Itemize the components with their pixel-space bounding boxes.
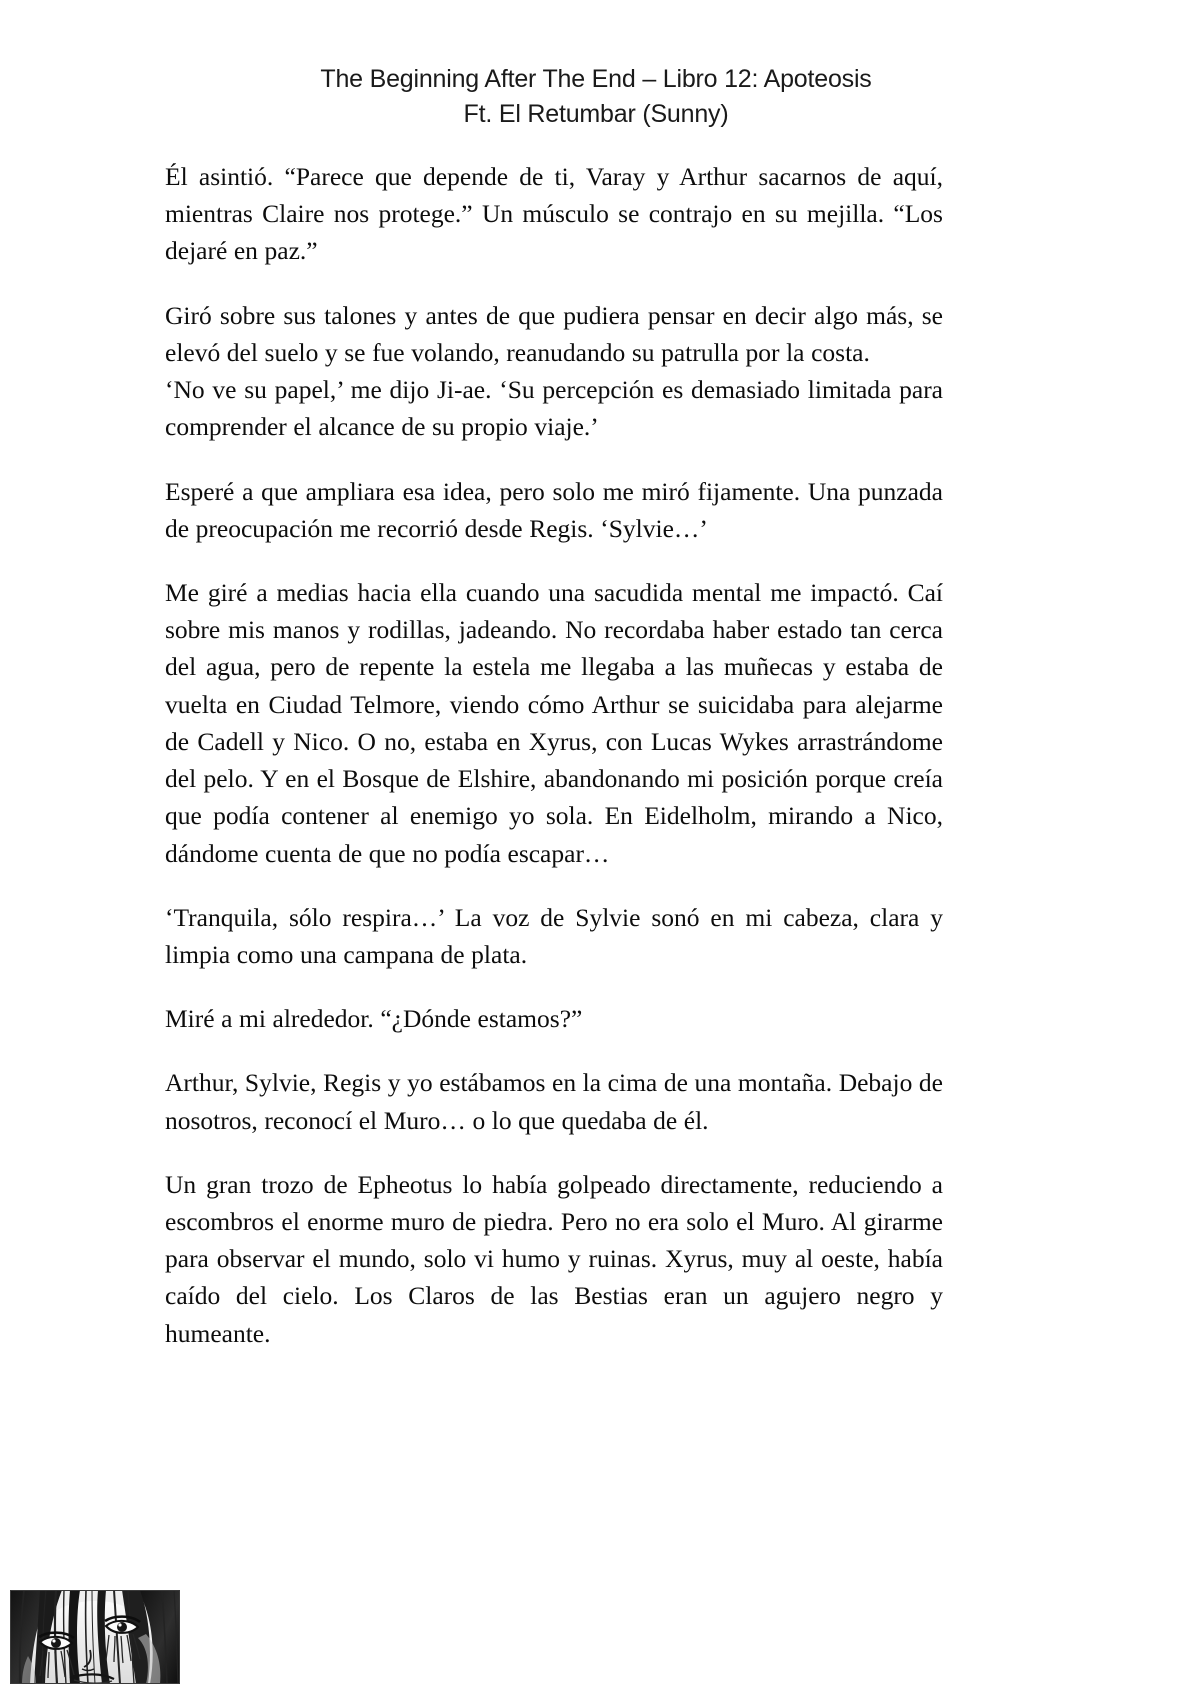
paragraph-1: Él asintió. “Parece que depende de ti, Varay y Arthur sacarnos de aquí, mientras Claire nos protege.” Un músculo se contrajo en su mejilla. “Los dejaré en paz.” bbox=[165, 162, 943, 266]
body-text-column bbox=[165, 158, 943, 1352]
paragraph-7: Miré a mi alrededor. “¿Dónde estamos?” bbox=[165, 1004, 583, 1034]
paragraph-3: ‘No ve su papel,’ me dijo Ji-ae. ‘Su percepción es demasiado limitada para comprender el alcance de su propio viaje.’ bbox=[165, 375, 943, 442]
paragraph-5: Me giré a medias hacia ella cuando una sacudida mental me impactó. Caí sobre mis manos y rodillas, jadeando. No recordaba haber estado tan cerca del agua, pero de repente la estela me llegaba a las muñecas y estaba de vuelta en Ciudad Telmore, viendo cómo Arthur se suicidaba para alejarme de Cadell y Nico. O no, estaba en Xyrus, con Lucas Wykes arrastrándome del pelo. Y en el Bosque de Elshire, abandonando mi posición porque creía que podía contener al enemigo yo sola. En Eidelholm, mirando a Nico, dándome cuenta de que no podía escapar… bbox=[165, 577, 943, 868]
paragraph-6: ‘Tranquila, sólo respira…’ La voz de Sylvie sonó en mi cabeza, clara y limpia como una campana de plata. bbox=[165, 902, 943, 969]
paragraph-4: Esperé a que ampliara esa idea, pero solo me miró fijamente. Una punzada de preocupación me recorrió desde Regis. ‘Sylvie…’ bbox=[165, 476, 943, 543]
paragraph-8: Arthur, Sylvie, Regis y yo estábamos en la cima de una montaña. Debajo de nosotros, reconocí el Muro… o lo que quedaba de él. bbox=[165, 1068, 943, 1135]
document-header bbox=[0, 62, 1192, 131]
paragraph-9: Un gran trozo de Epheotus lo había golpeado directamente, reduciendo a escombros el enorme muro de piedra. Pero no era solo el Muro. Al girarme para observar el mundo, solo vi humo y ruinas. Xyrus, muy al oeste, había caído del cielo. Los Claros de las Bestias eran un agujero negro y humeante. bbox=[165, 1169, 943, 1348]
paragraph-2: Giró sobre sus talones y antes de que pudiera pensar en decir algo más, se elevó del suelo y se fue volando, reanudando su patrulla por la costa. bbox=[165, 300, 943, 367]
header-subtitle-line-2: Ft. El Retumbar (Sunny) bbox=[463, 99, 729, 128]
header-title-line-1: The Beginning After The End – Libro 12: Apoteosis bbox=[320, 65, 872, 93]
manga-face-illustration bbox=[10, 1590, 180, 1684]
